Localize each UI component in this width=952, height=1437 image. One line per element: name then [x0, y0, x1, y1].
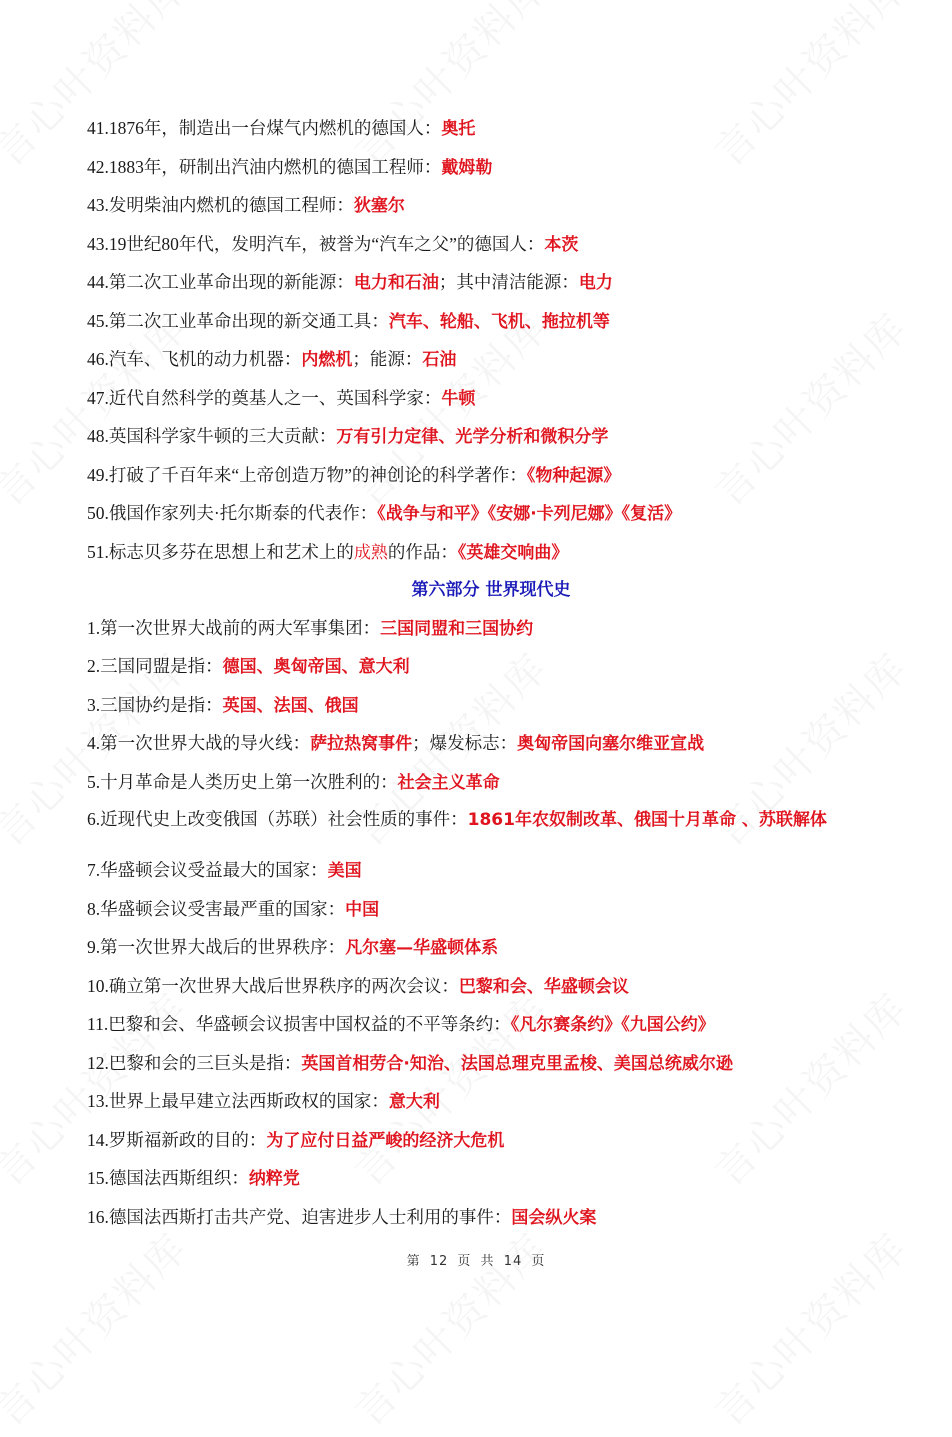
list-item-8 [87, 891, 877, 930]
item-number: 46. [87, 349, 109, 369]
item-question: 十月革命是人类历史上第一次胜利的： [100, 771, 398, 792]
item-question: 1883年，研制出汽油内燃机的德国工程师： [108, 156, 442, 177]
item-question: 1876年，制造出一台煤气内燃机的德国人： [108, 118, 442, 138]
item-number: 4. [87, 733, 101, 753]
item-number: 10. [87, 975, 109, 996]
item-question: 三国同盟是指： [100, 656, 223, 676]
item-question: 世界上最早建立法西斯政权的国家： [108, 1091, 389, 1111]
list-item-5 [87, 764, 877, 803]
list-item-11 [87, 1006, 877, 1045]
list-item-6 [87, 802, 877, 852]
item-question: 德国法西斯组织： [108, 1168, 249, 1188]
item-number: 11. [87, 1014, 109, 1034]
page-content [87, 110, 877, 1237]
item-answer: 《物种起源》 [526, 465, 621, 486]
list-item-13 [87, 1083, 877, 1122]
list-item-2 [87, 648, 877, 687]
list-item-50 [87, 495, 877, 534]
item-answer: 本茨 [544, 234, 579, 255]
item-answer: 《英雄交响曲》 [457, 542, 569, 563]
item-question: 发明柴油内燃机的德国工程师： [108, 195, 354, 215]
item-number: 12. [87, 1052, 109, 1073]
list-item-51 [87, 534, 877, 573]
item-number: 8. [87, 898, 101, 919]
item-answer: 汽车、轮船、飞机、拖拉机等 [388, 311, 610, 332]
item-number: 16. [87, 1206, 109, 1227]
item-answer-secondary: 石油 [422, 350, 457, 370]
list-item-9 [87, 929, 877, 968]
item-answer: 牛顿 [441, 388, 476, 409]
item-number: 49. [87, 464, 109, 485]
item-number: 48. [87, 426, 109, 446]
item-number: 7. [87, 860, 101, 880]
item-answer-secondary: 奥匈帝国向塞尔维亚宣战 [517, 734, 705, 754]
page-footer [0, 1250, 952, 1269]
item-answer: 巴黎和会、华盛顿会议 [458, 976, 629, 997]
list-item-15 [87, 1160, 877, 1199]
item-question: 确立第一次世界大战后世界秩序的两次会议： [108, 975, 459, 996]
list-item-12 [87, 1045, 877, 1084]
item-number: 44. [87, 272, 109, 292]
item-question: 华盛顿会议受害最严重的国家： [100, 898, 346, 919]
item-number: 2. [87, 656, 101, 676]
footer-prefix: 第 [406, 1254, 421, 1269]
item-number: 43. [87, 233, 109, 254]
item-question-secondary: ；能源： [352, 349, 423, 369]
item-answer: 英国、法国、俄国 [222, 695, 359, 716]
list-item-41 [87, 110, 877, 149]
item-question: 19世纪80年代，发明汽车，被誉为“汽车之父”的德国人： [108, 233, 545, 254]
item-answer: 德国、奥匈帝国、意大利 [222, 657, 410, 677]
list-item-7 [87, 852, 877, 891]
list-item-16 [87, 1199, 877, 1238]
item-question-secondary: ；其中清洁能源： [438, 272, 579, 292]
list-item-1 [87, 610, 877, 649]
item-number: 13. [87, 1091, 109, 1111]
item-answer: 凡尔塞—华盛顿体系 [345, 938, 499, 958]
item-answer: 狄塞尔 [353, 196, 405, 216]
item-question: 第一次世界大战后的世界秩序： [100, 937, 346, 957]
item-answer: 1861年农奴制改革、俄国十月革命 、苏联解体 [467, 810, 827, 830]
item-number: 43. [87, 195, 109, 215]
list-item-44 [87, 264, 877, 303]
list-item-48 [87, 418, 877, 457]
list-item-3 [87, 687, 877, 726]
item-number: 15. [87, 1168, 109, 1188]
item-answer: 奥托 [441, 119, 476, 139]
item-number: 51. [87, 541, 109, 562]
list-item-45 [87, 303, 877, 342]
item-answer: 萨拉热窝事件 [310, 734, 413, 754]
item-question: 近代自然科学的奠基人之一、英国科学家： [108, 387, 442, 408]
item-number: 1. [87, 617, 101, 638]
item-number: 5. [87, 771, 101, 792]
item-question: 近现代史上改变俄国（苏联）社会性质的事件： [100, 809, 468, 829]
item-question: 三国协约是指： [100, 694, 223, 715]
item-question-secondary: ；爆发标志： [412, 733, 518, 753]
item-number: 14. [87, 1129, 109, 1150]
item-number: 42. [87, 156, 109, 177]
item-number: 41. [87, 118, 109, 138]
item-answer: 为了应付日益严峻的经济大危机 [266, 1130, 505, 1151]
current-page-number: 12 [429, 1254, 449, 1269]
item-question-secondary: 的作品： [387, 541, 458, 562]
section-heading: 第六部分 世界现代史 [411, 580, 571, 600]
item-number: 45. [87, 310, 109, 331]
list-item-47 [87, 380, 877, 419]
item-number: 47. [87, 387, 109, 408]
item-question: 巴黎和会、华盛顿会议损害中国权益的不平等条约： [108, 1014, 511, 1034]
item-answer: 美国 [327, 861, 362, 881]
item-number: 50. [87, 503, 109, 523]
item-answer: 纳粹党 [248, 1169, 300, 1189]
item-question: 第二次工业革命出现的新能源： [108, 272, 354, 292]
item-question: 打破了千百年来“上帝创造万物”的神创论的科学著作： [108, 464, 527, 485]
item-answer: 万有引力定律、光学分析和微积分学 [336, 427, 609, 447]
item-question: 汽车、飞机的动力机器： [108, 349, 302, 369]
list-item-49 [87, 457, 877, 496]
item-number: 9. [87, 937, 101, 957]
item-number: 6. [87, 809, 101, 829]
list-item-14 [87, 1122, 877, 1161]
item-question: 标志贝多芬在思想上和艺术上的 [108, 541, 354, 562]
list-item-43b [87, 226, 877, 265]
item-question: 巴黎和会的三巨头是指： [108, 1052, 302, 1073]
total-pages-number: 14 [503, 1254, 523, 1269]
list-item-4 [87, 725, 877, 764]
footer-middle: 页 共 [457, 1254, 495, 1269]
item-answer: 电力和石油 [353, 273, 439, 293]
item-answer: 内燃机 [301, 350, 353, 370]
item-answer: 《凡尔赛条约》《九国公约》 [510, 1015, 715, 1035]
item-answer: 意大利 [388, 1092, 440, 1112]
item-answer: 三国同盟和三国协约 [380, 618, 534, 639]
item-inline-highlight: 成熟 [353, 542, 388, 563]
item-answer: 《战争与和平》《安娜·卡列尼娜》《复活》 [377, 504, 682, 524]
item-answer-secondary: 电力 [578, 273, 613, 293]
item-answer: 中国 [345, 899, 380, 920]
item-question: 华盛顿会议受益最大的国家： [100, 860, 328, 880]
item-question: 第二次工业革命出现的新交通工具： [108, 310, 389, 331]
item-question: 罗斯福新政的目的： [108, 1129, 267, 1150]
item-question: 德国法西斯打击共产党、迫害进步人士利用的事件： [108, 1206, 512, 1227]
item-question: 第一次世界大战的导火线： [100, 733, 311, 753]
item-question: 俄国作家列夫·托尔斯泰的代表作： [108, 503, 378, 523]
list-item-43a [87, 187, 877, 226]
list-item-10 [87, 968, 877, 1007]
footer-suffix: 页 [531, 1254, 546, 1269]
item-question: 英国科学家牛顿的三大贡献： [108, 426, 337, 446]
list-item-42 [87, 149, 877, 188]
item-answer: 英国首相劳合·知治、法国总理克里孟梭、美国总统威尔逊 [301, 1053, 733, 1074]
item-question: 第一次世界大战前的两大军事集团： [100, 617, 381, 638]
item-answer: 戴姆勒 [441, 157, 493, 178]
list-item-46 [87, 341, 877, 380]
item-answer: 国会纵火案 [511, 1207, 597, 1228]
item-answer: 社会主义革命 [397, 772, 500, 793]
item-number: 3. [87, 694, 101, 715]
